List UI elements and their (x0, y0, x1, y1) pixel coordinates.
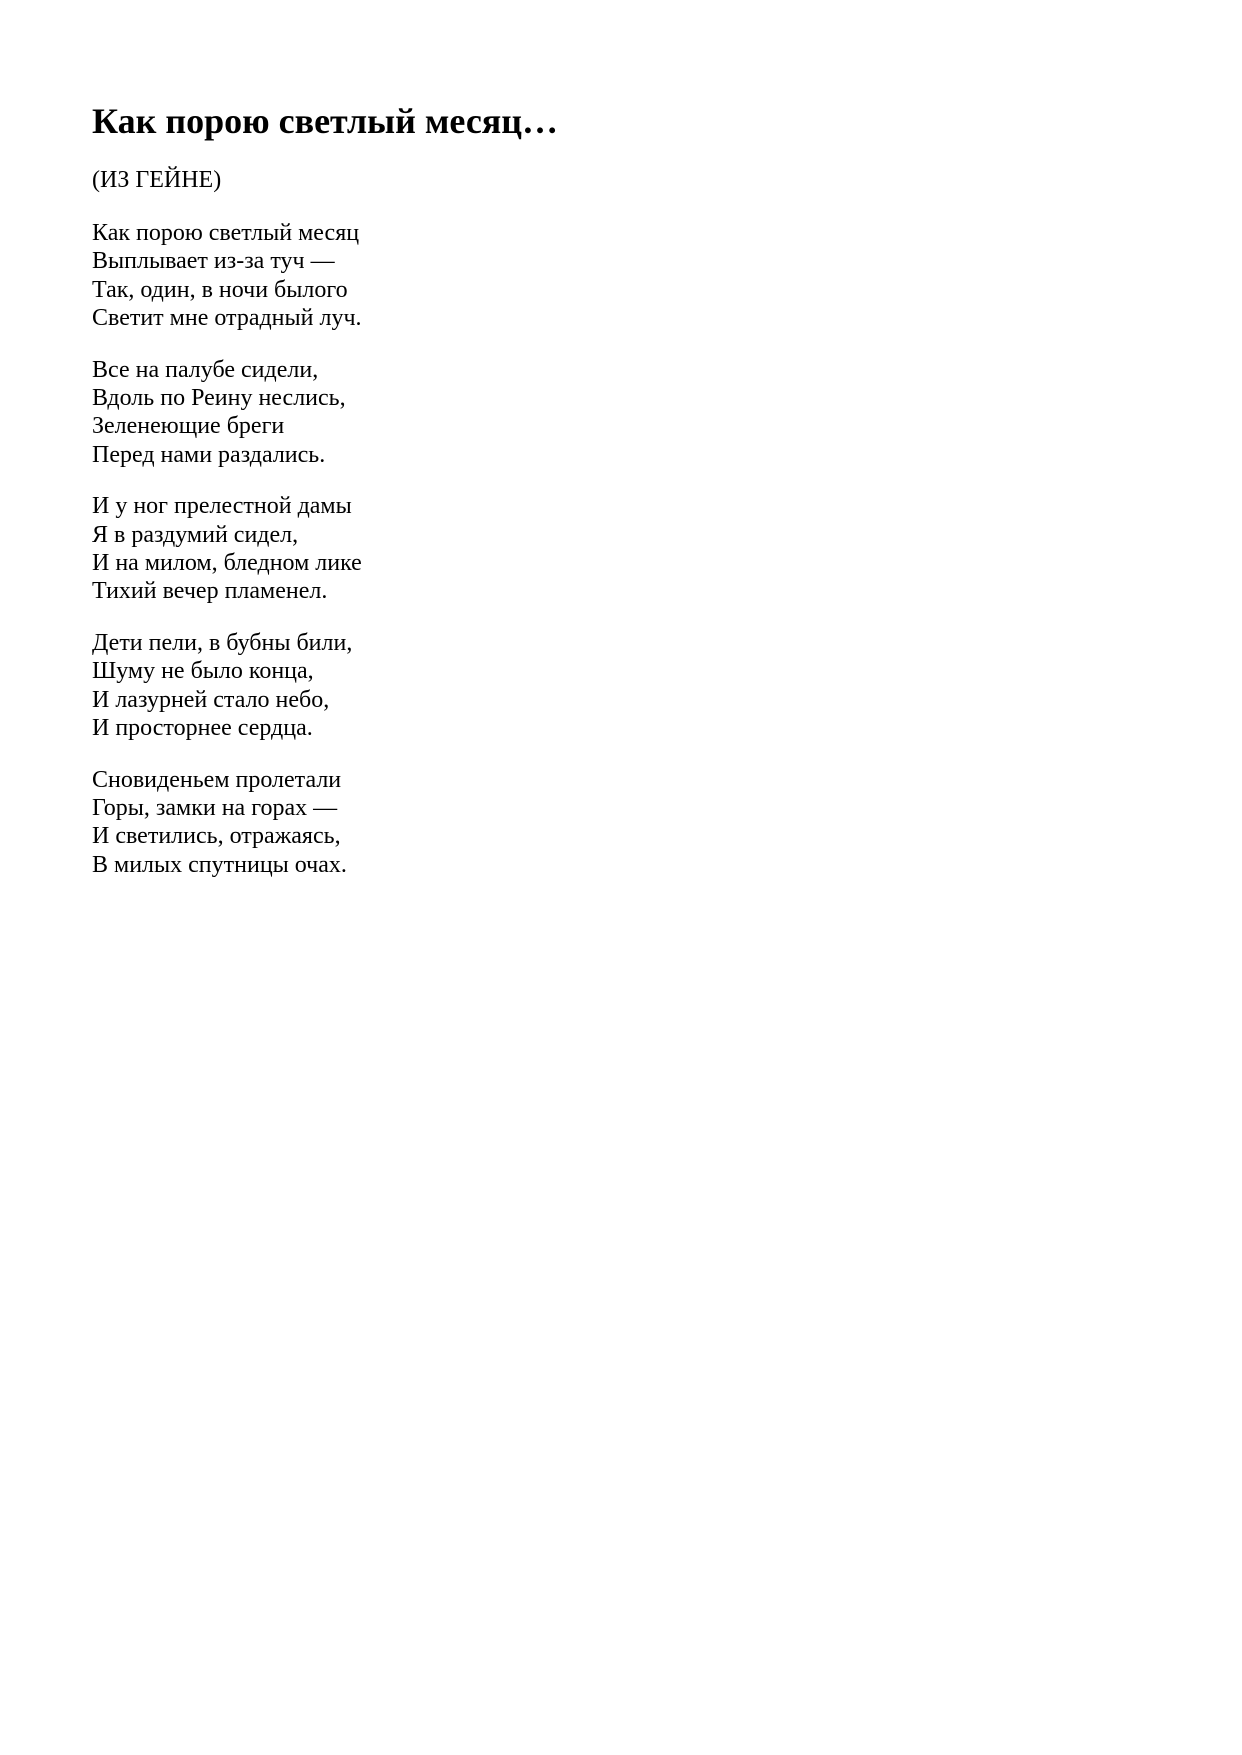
poem-line: И просторнее сердца. (92, 715, 313, 742)
poem-line: И на милом, бледном лике (92, 550, 362, 577)
poem-line: И лазурней стало небо, (92, 686, 330, 713)
poem-line: Шуму не было конца, (92, 658, 314, 685)
poem-body (92, 219, 1142, 879)
poem-line: Я в раздумий сидел, (92, 521, 299, 548)
poem-subtitle: (ИЗ ГЕЙНЕ) (92, 167, 222, 193)
poem-line: Светит мне отрадный луч. (92, 305, 362, 332)
stanza-5 (92, 766, 1142, 880)
poem-line: Выплывает из-за туч — (92, 248, 335, 275)
poem-line: Зеленеющие бреги (92, 413, 285, 440)
poem-line: Сновиденьем пролетали (92, 766, 342, 793)
poem-content (92, 97, 1142, 902)
poem-line: Перед нами раздались. (92, 441, 326, 468)
poem-line: Тихий вечер пламенел. (92, 578, 328, 605)
poem-line: Все на палубе сидели, (92, 356, 319, 383)
poem-line: В милых спутницы очах. (92, 851, 347, 878)
stanza-1 (92, 219, 1142, 333)
poem-line: Дети пели, в бубны били, (92, 629, 353, 656)
poem-line: Так, один, в ночи былого (92, 276, 348, 303)
poem-line: И у ног прелестной дамы (92, 493, 352, 520)
poem-line: Вдоль по Реину неслись, (92, 385, 346, 412)
poem-title: Как порою светлый месяц… (92, 101, 559, 141)
poem-line: Как порою светлый месяц (92, 220, 360, 246)
stanza-2 (92, 356, 1142, 470)
poem-line: И светились, отражаясь, (92, 823, 341, 850)
poem-line: Горы, замки на горах — (92, 794, 338, 821)
stanza-4 (92, 629, 1142, 743)
stanza-3 (92, 492, 1142, 606)
